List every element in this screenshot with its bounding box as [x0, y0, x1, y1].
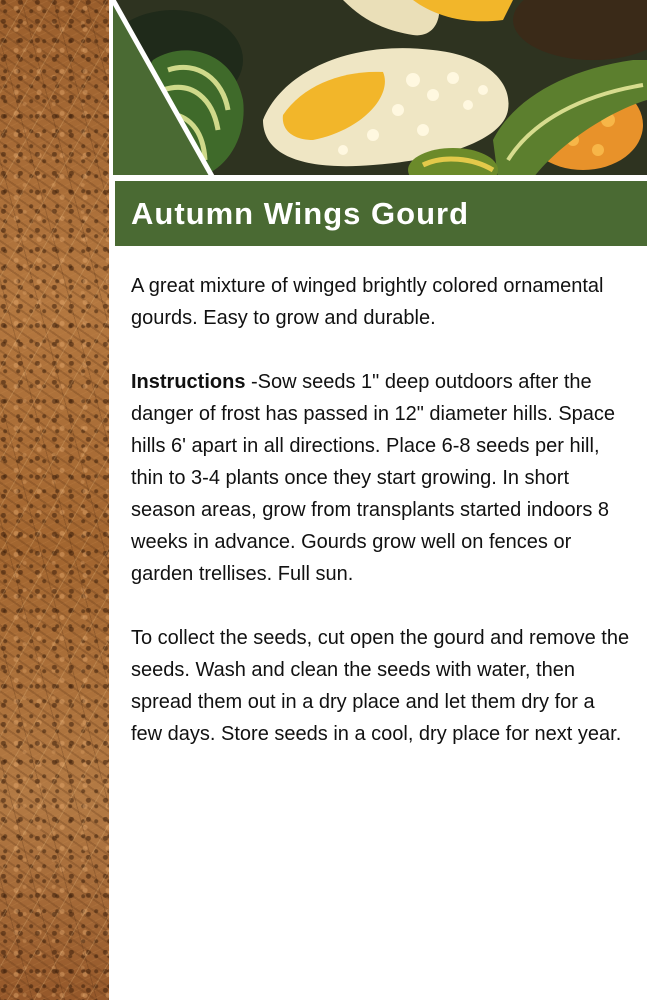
seed-saving-paragraph: To collect the seeds, cut open the gourd and remove the seeds. Wash and clean the seeds with water, then spread them out in a dry place and let them dry for a few days. Store seeds in a cool, dry place for next year. [131, 627, 630, 745]
instructions-label: Instructions [131, 371, 246, 393]
instructions-paragraph [131, 366, 631, 590]
intro-paragraph: A great mixture of winged brightly colored ornamental gourds. Easy to grow and durable. [131, 275, 604, 329]
description-body [131, 270, 631, 782]
instructions-text: -Sow seeds 1" deep outdoors after the danger of frost has passed in 12" diameter hills. Space hills 6' apart in all directions. Place 6-8 seeds per hill, thin to 3-4 plants once they start growing. In short season areas, grow from transplants started indoors 8 weeks in advance. Gourds grow well on fences or garden trellises. Full sun. [131, 371, 616, 585]
page-title: Autumn Wings Gourd [131, 195, 470, 231]
gourd-photo [113, 0, 647, 178]
title-band [115, 181, 647, 246]
soil-texture-strip [0, 0, 109, 1000]
